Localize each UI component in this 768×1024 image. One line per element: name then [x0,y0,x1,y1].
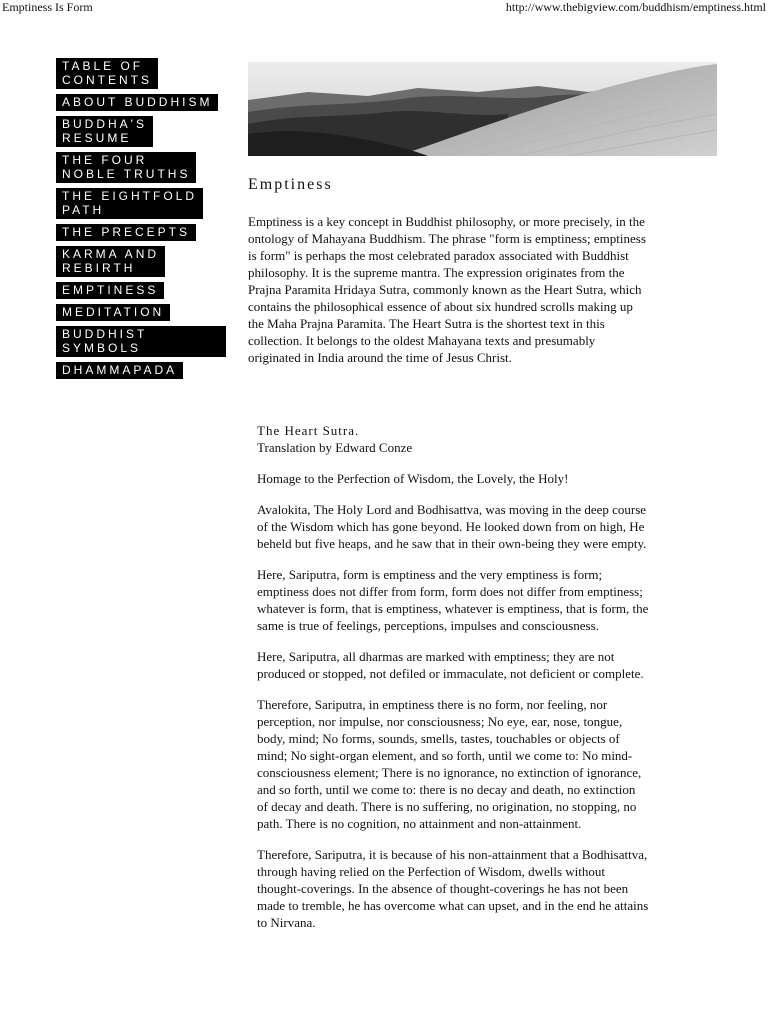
nav-item-precepts[interactable]: THE PRECEPTS [56,224,196,241]
sutra-title: The Heart Sutra. [257,423,360,438]
nav-item-karma-and-rebirth[interactable]: KARMA AND REBIRTH [56,246,165,277]
sutra-paragraph: Therefore, Sariputra, it is because of his non-attainment that a Bodhisattva, through having relied on the Perfection of Wisdom, dwells without thought-coverings. In the absence of thought-coverings he has not been made to tremble, he has overcome what can upset, and in the end he attains to Nirvana. [257,847,649,930]
sutra-paragraph: Homage to the Perfection of Wisdom, the Lovely, the Holy! [257,471,569,486]
print-url: http://www.thebigview.com/buddhism/emptiness.html [505,0,766,14]
nav-item-buddhas-resume[interactable]: BUDDHA'S RESUME [56,116,153,147]
nav-item-eightfold-path[interactable]: THE EIGHTFOLD PATH [56,188,203,219]
nav-item-emptiness[interactable]: EMPTINESS [56,282,164,299]
sutra-paragraph: Therefore, Sariputra, in emptiness there is no form, nor feeling, nor perception, nor impulse, nor consciousness; No eye, ear, nose, tongue, body, mind; No forms, sounds, smells, tastes, touchables or objects of mind; No sight-organ element, and so forth, until we come to: No mind-consciousness element; There is no ignorance, no extinction of ignorance, and so forth, until we come to: there is no decay and death, no extinction of decay and death. There is no suffering, no origination, no stopping, no path. There is no cognition, no attainment and non-attainment. [257,697,642,831]
main-content [248,175,648,366]
desert-banner-image [248,62,717,156]
nav-item-four-noble-truths[interactable]: THE FOUR NOBLE TRUTHS [56,152,196,183]
sidebar-nav [56,58,226,384]
heart-sutra-section [257,422,649,945]
sutra-paragraph: Here, Sariputra, all dharmas are marked with emptiness; they are not produced or stopped, not defiled or immaculate, not deficient or complete. [257,649,644,681]
intro-paragraph: Emptiness is a key concept in Buddhist philosophy, or more precisely, in the ontology of Mahayana Buddhism. The phrase "form is emptiness; emptiness is form" is perhaps the most celebrated paradox associated with Buddhist philosophy. It is the supreme mantra. The expression originates from the Prajna Paramita Hridaya Sutra, commonly known as the Heart Sutra, which contains the philosophical essence of about six hundred scrolls making up the Maha Prajna Paramita. The Heart Sutra is the shortest text in this collection. It belongs to the oldest Mahayana texts and presumably originated in India around the time of Jesus Christ. [248,214,646,365]
nav-item-table-of-contents[interactable]: TABLE OF CONTENTS [56,58,158,89]
print-page-title: Emptiness Is Form [2,0,93,14]
nav-item-buddhist-symbols[interactable]: BUDDHIST SYMBOLS [56,326,226,357]
print-header [0,0,768,16]
nav-item-meditation[interactable]: MEDITATION [56,304,170,321]
sutra-paragraph: Avalokita, The Holy Lord and Bodhisattva, was moving in the deep course of the Wisdom which has gone beyond. He looked down from on high, He beheld but five heaps, and he saw that in their own-being they were empty. [257,502,647,551]
sutra-paragraph: Here, Sariputra, form is emptiness and the very emptiness is form; emptiness does not differ from form, form does not differ from emptiness; whatever is form, that is emptiness, whatever is emptiness, that is form, the same is true of feelings, perceptions, impulses and consciousness. [257,567,649,633]
sutra-translator: Translation by Edward Conze [257,440,413,455]
nav-item-about-buddhism[interactable]: ABOUT BUDDHISM [56,94,218,111]
nav-item-dhammapada[interactable]: DHAMMAPADA [56,362,183,379]
page-title: Emptiness [248,176,333,193]
